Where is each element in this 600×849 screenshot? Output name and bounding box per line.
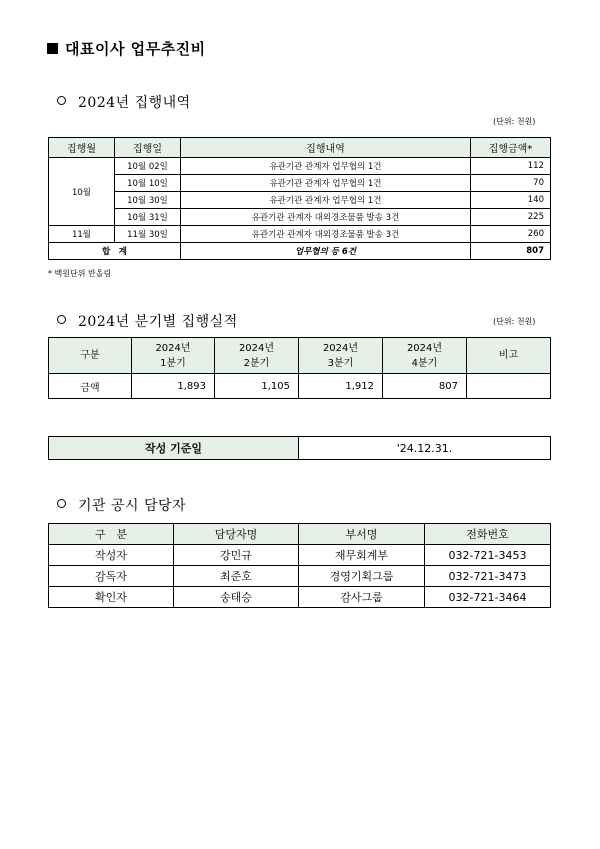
total-row (49, 243, 551, 260)
header-month: 집행월 (49, 138, 115, 158)
header-description: 집행내역 (181, 138, 471, 158)
header-q3: 2024년 3분기 (299, 338, 383, 374)
basis-date-table (48, 436, 551, 460)
square-bullet-icon (47, 43, 58, 54)
header-phone: 전화번호 (425, 524, 551, 545)
unit-label: (단위: 천원) (493, 317, 536, 326)
name-cell: 최준호 (174, 566, 299, 587)
amount-cell: 225 (471, 209, 551, 226)
phone-cell: 032-721-3473 (425, 566, 551, 587)
table-row (49, 209, 551, 226)
table-row (49, 545, 551, 566)
phone-cell: 032-721-3464 (425, 587, 551, 608)
month-cell: 11월 (49, 226, 115, 243)
phone-cell: 032-721-3453 (425, 545, 551, 566)
date-cell: 10월 30일 (115, 192, 181, 209)
section-heading-quarterly: 2024년 분기별 집행실적 (57, 311, 238, 331)
role-cell: 확인자 (49, 587, 174, 608)
execution-table (48, 137, 551, 260)
date-cell: 10월 02일 (115, 158, 181, 175)
page-title: 대표이사 업무추진비 (47, 38, 206, 59)
quarterly-table (48, 337, 551, 399)
circle-bullet-icon (57, 315, 66, 324)
table-row (49, 374, 551, 399)
header-role: 구 분 (49, 524, 174, 545)
date-cell: 11월 30일 (115, 226, 181, 243)
month-cell: 10월 (49, 158, 115, 226)
total-amount: 807 (471, 243, 551, 260)
circle-bullet-icon (57, 499, 66, 508)
total-label: 합 계 (49, 243, 181, 260)
q1-value: 1,893 (132, 374, 215, 399)
amount-cell: 260 (471, 226, 551, 243)
header-category: 구분 (49, 338, 132, 374)
table-row (49, 192, 551, 209)
table-row (49, 587, 551, 608)
header-remarks: 비고 (467, 338, 551, 374)
date-cell: 10월 31일 (115, 209, 181, 226)
desc-cell: 유관기관 관계자 업무협의 1건 (181, 175, 471, 192)
section-heading-contacts: 기관 공시 담당자 (57, 495, 186, 515)
table-row (49, 158, 551, 175)
table-row (49, 175, 551, 192)
table-row (49, 566, 551, 587)
header-q2: 2024년 2분기 (215, 338, 299, 374)
amount-cell: 140 (471, 192, 551, 209)
basis-date-label: 작성 기준일 (49, 437, 299, 460)
basis-date-value: '24.12.31. (299, 437, 551, 460)
date-cell: 10월 10일 (115, 175, 181, 192)
header-q4: 2024년 4분기 (383, 338, 467, 374)
header-amount: 집행금액* (471, 138, 551, 158)
rounding-note: * 백원단위 반올림 (48, 269, 112, 278)
desc-cell: 유관기관 관계자 업무협의 1건 (181, 158, 471, 175)
total-description: 업무협의 등 6건 (181, 243, 471, 260)
q2-value: 1,105 (215, 374, 299, 399)
amount-cell: 70 (471, 175, 551, 192)
remark-value (467, 374, 551, 399)
header-name: 담당자명 (174, 524, 299, 545)
name-cell: 송태승 (174, 587, 299, 608)
desc-cell: 유관기관 관계자 대외경조물품 발송 3건 (181, 209, 471, 226)
role-cell: 작성자 (49, 545, 174, 566)
q3-value: 1,912 (299, 374, 383, 399)
unit-label: (단위: 천원) (493, 117, 536, 126)
name-cell: 강민규 (174, 545, 299, 566)
department-cell: 경영기획그룹 (299, 566, 425, 587)
table-row (49, 226, 551, 243)
header-q1: 2024년 1분기 (132, 338, 215, 374)
circle-bullet-icon (57, 96, 66, 105)
amount-cell: 112 (471, 158, 551, 175)
desc-cell: 유관기관 관계자 대외경조물품 발송 3건 (181, 226, 471, 243)
header-date: 집행일 (115, 138, 181, 158)
header-department: 부서명 (299, 524, 425, 545)
row-label: 금액 (49, 374, 132, 399)
section-heading-execution: 2024년 집행내역 (57, 92, 191, 112)
role-cell: 감독자 (49, 566, 174, 587)
department-cell: 감사그룹 (299, 587, 425, 608)
q4-value: 807 (383, 374, 467, 399)
desc-cell: 유관기관 관계자 업무협의 1건 (181, 192, 471, 209)
contacts-table (48, 523, 551, 608)
department-cell: 재무회계부 (299, 545, 425, 566)
